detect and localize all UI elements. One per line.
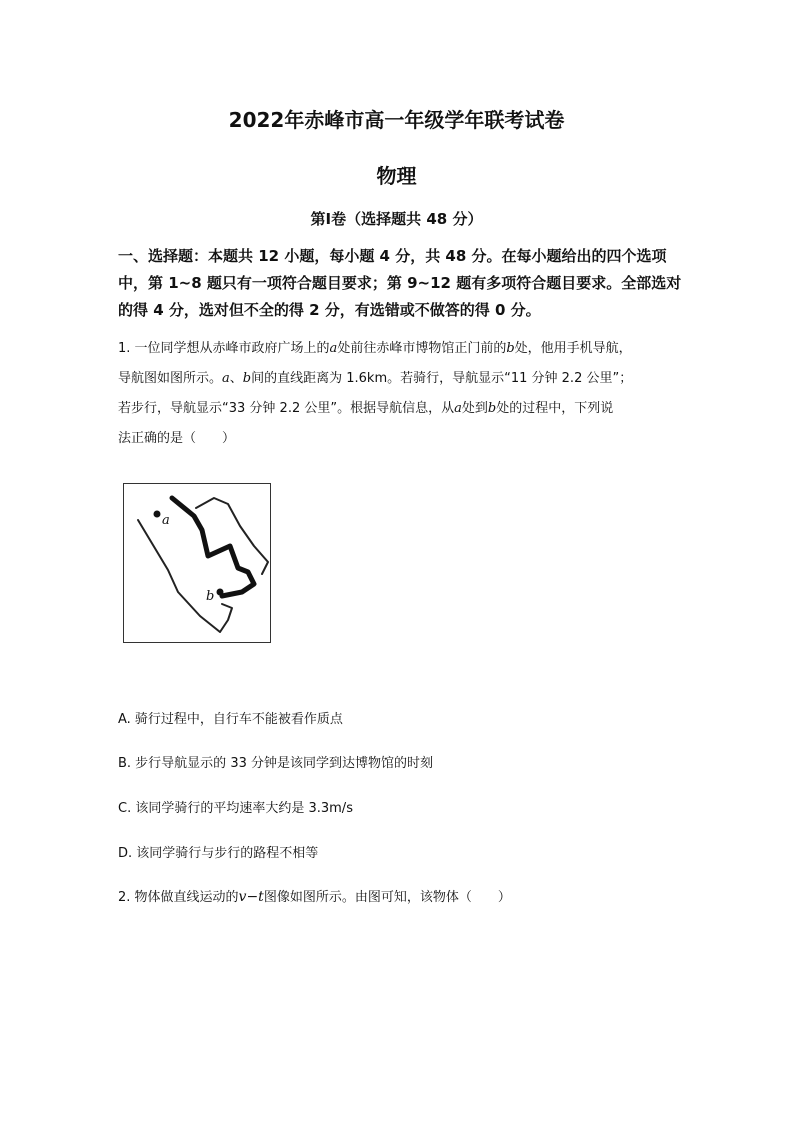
q2-text: 2. 物体做直线运动的 [118,890,239,905]
q1-text: 处，他用手机导航， [514,341,632,356]
q1-text: 处前往赤峰市博物馆正门前的 [337,341,507,356]
q1-text: 处到 [461,401,488,416]
option-d[interactable]: D. 该同学骑行与步行的路程不相等 [118,846,319,861]
point-b-label: b [206,589,215,604]
map-outline [138,520,232,632]
point-a-label: a [162,513,170,528]
question-1-line-4: 法正确的是（ ） [118,431,236,446]
exam-title: 2022年赤峰市高一年级学年联考试卷 [228,108,565,132]
question-1-line-1 [118,334,683,364]
question-2 [118,886,511,905]
section-instructions: 一、选择题：本题共 12 小题，每小题 4 分，共 48 分。在每小题给出的四个选项中，第 1~8 题只有一项符合题目要求；第 9~12 题有多项符合题目要求。全部选对的得 4 分，选对但不全的得 2 分，有选错或不做答的得 0 分。 [118,247,682,319]
question-1-line-2 [118,364,683,394]
q1-text: 间的直线距离为 1.6km。若骑行，导航显示“11 分钟 2.2 公里”； [251,371,633,386]
var-a: a [329,341,338,356]
q1-text: 1. 一位同学想从赤峰市政府广场上的 [118,341,330,356]
question-1-line-3 [118,394,683,424]
navigation-map-figure [123,483,271,643]
var-b: b [487,401,497,416]
var-a: a [454,401,462,416]
option-a[interactable]: A. 骑行过程中，自行车不能被看作质点 [118,712,343,727]
var-a: a [222,371,230,386]
vt-symbol: v−t [238,889,264,905]
map-outline-upper [196,498,268,574]
q1-text: 处的过程中，下列说 [496,401,614,416]
option-b[interactable]: B. 步行导航显示的 33 分钟是该同学到达博物馆的时刻 [118,756,433,771]
question-1 [118,334,683,454]
var-b: b [242,371,252,386]
q2-text: 图像如图所示。由图可知，该物体（ ） [263,890,511,905]
route-path [172,498,254,596]
navigation-map-svg [124,484,270,642]
q1-text: 导航图如图所示。 [118,371,223,386]
var-b: b [506,341,515,356]
option-c[interactable]: C. 该同学骑行的平均速率大约是 3.3m/s [118,801,353,816]
subject-title: 物理 [376,164,417,188]
point-a-marker [154,511,161,518]
q1-text: 若步行，导航显示“33 分钟 2.2 公里”。根据导航信息，从 [118,401,455,416]
section-heading: 第Ⅰ卷（选择题共 48 分） [310,210,483,228]
point-b-marker [217,589,224,596]
q1-text: 、 [229,371,243,386]
